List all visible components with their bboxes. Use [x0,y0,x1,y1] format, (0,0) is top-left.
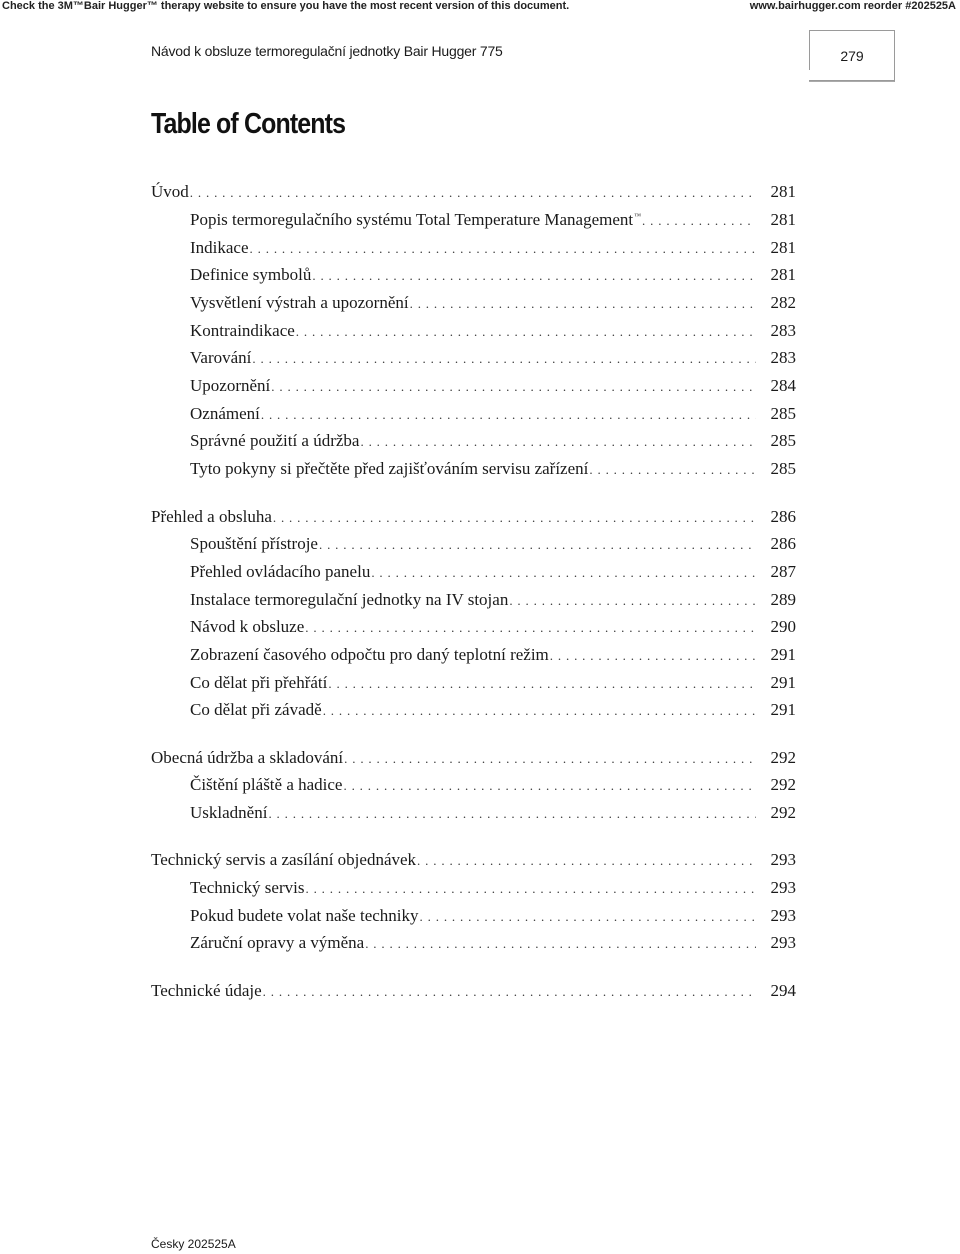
toc-entry-label: Čištění pláště a hadice [190,775,343,794]
dot-leader [252,351,756,367]
toc-entry-label: Kontraindikace [190,321,295,340]
toc-entry-page: 285 [770,431,796,450]
toc-entry[interactable] [190,878,796,902]
dot-leader [589,462,756,478]
document-header-title: Návod k obsluze termoregulační jednotky Bair Hugger 775 [151,43,503,59]
toc-entry[interactable] [190,775,796,799]
toc-entry-label: Tyto pokyny si přečtěte před zajišťováním servisu zařízení [190,459,589,478]
toc-entry[interactable] [190,348,796,372]
dot-leader [305,881,756,897]
dot-leader [420,909,756,925]
toc-entry[interactable] [190,906,796,930]
version-notice: Check the 3M™Bair Hugger™ therapy website to ensure you have the most recent version of this document. [2,0,570,12]
toc-entry-page: 291 [770,700,796,719]
dot-leader [550,648,756,664]
toc-entry-label: Zobrazení časového odpočtu pro daný teplotní režim [190,645,549,664]
toc-entry-label: Přehled ovládacího panelu [190,562,371,581]
toc-entry-page: 293 [770,933,796,952]
toc-entry-label: Správné použití a údržba [190,431,360,450]
toc-entry-label: Technické údaje [151,981,262,1000]
toc-entry-label: Indikace [190,238,249,257]
page-footer: Česky 202525A [151,1237,236,1251]
toc-heading: Table of Contents [151,108,346,140]
dot-leader [328,676,756,692]
toc-entry[interactable] [151,507,796,531]
toc-entry-page: 292 [770,748,796,767]
dot-leader [305,620,756,636]
toc-entry[interactable] [151,850,796,874]
toc-entry-label: Technický servis a zasílání objednávek [151,850,417,869]
toc-entry-page: 282 [770,293,796,312]
toc-entry-page: 281 [770,238,796,257]
toc-entry-label: Popis termoregulačního systému Total Temperature Management™ [190,210,642,229]
toc-entry[interactable] [190,645,796,669]
toc-entry[interactable] [190,562,796,586]
toc-entry-label: Instalace termoregulační jednotky na IV stojan [190,590,509,609]
dot-leader [509,593,756,609]
dot-leader [410,296,756,312]
toc-entry-label: Přehled a obsluha [151,507,272,526]
toc-entry[interactable] [190,321,796,345]
toc-entry[interactable] [190,293,796,317]
toc-entry[interactable] [190,210,796,234]
toc-entry[interactable] [190,617,796,641]
toc-entry-page: 281 [770,265,796,284]
reorder-info: www.bairhugger.com reorder #202525A [749,0,956,12]
toc-entry-label: Úvod [151,182,189,201]
toc-entry-page: 281 [770,182,796,201]
dot-leader [250,241,756,257]
toc-entry-label: Oznámení [190,404,260,423]
toc-entry-label: Uskladnění [190,803,268,822]
dot-leader [642,213,756,229]
toc-entry-label: Návod k obsluze [190,617,305,636]
toc-entry-label: Co dělat při závadě [190,700,322,719]
toc-entry-page: 289 [770,590,796,609]
toc-entry-page: 292 [770,775,796,794]
toc-entry-page: 293 [770,878,796,897]
toc-entry[interactable] [190,933,796,957]
dot-leader [263,984,756,1000]
dot-leader [273,510,756,526]
toc-entry-page: 291 [770,645,796,664]
top-notice-bar [0,0,960,14]
dot-leader [296,324,756,340]
toc-entry-page: 293 [770,850,796,869]
toc-entry[interactable] [190,265,796,289]
dot-leader [268,806,756,822]
toc-entry-page: 287 [770,562,796,581]
toc-entry-page: 284 [770,376,796,395]
dot-leader [344,751,756,767]
toc-entry[interactable] [190,431,796,455]
toc-entry-page: 283 [770,348,796,367]
dot-leader [271,379,756,395]
toc-entry[interactable] [190,673,796,697]
toc-entry[interactable] [190,459,796,483]
toc-entry[interactable] [190,238,796,262]
toc-entry-label: Vysvětlení výstrah a upozornění [190,293,409,312]
toc-entry-page: 294 [770,981,796,1000]
dot-leader [323,703,756,719]
toc-entry-label: Obecná údržba a skladování [151,748,344,767]
toc-entry-label: Pokud budete volat naše techniky [190,906,419,925]
toc-entry-label: Varování [190,348,252,367]
toc-entry-label: Upozornění [190,376,271,395]
toc-entry[interactable] [151,182,796,206]
page-number: 279 [840,48,864,64]
dot-leader [417,853,756,869]
dot-leader [319,537,756,553]
toc-entry-page: 283 [770,321,796,340]
dot-leader [343,778,756,794]
toc-entry[interactable] [190,700,796,724]
toc-entry[interactable] [151,981,796,1005]
toc-entry-page: 285 [770,459,796,478]
toc-entry[interactable] [190,534,796,558]
dot-leader [312,268,756,284]
toc-entry-label: Spouštění přístroje [190,534,318,553]
toc-entry-page: 281 [770,210,796,229]
toc-entry[interactable] [190,803,796,827]
trademark-symbol: ™ [634,212,642,221]
toc-entry-page: 293 [770,906,796,925]
dot-leader [371,565,756,581]
toc-entry-page: 286 [770,507,796,526]
dot-leader [190,185,756,201]
toc-entry[interactable] [190,376,796,400]
toc-entry-page: 285 [770,404,796,423]
toc-entry-page: 291 [770,673,796,692]
toc-entry-label: Technický servis [190,878,305,897]
toc-entry-page: 292 [770,803,796,822]
dot-leader [365,936,756,952]
toc-entry[interactable] [151,748,796,772]
toc-entry-label: Co dělat při přehřátí [190,673,328,692]
toc-entry[interactable] [190,590,796,614]
toc-entry-page: 290 [770,617,796,636]
dot-leader [261,407,756,423]
toc-entry-page: 286 [770,534,796,553]
toc-entry-label: Definice symbolů [190,265,312,284]
toc-entry[interactable] [190,404,796,428]
dot-leader [360,434,756,450]
toc-entry-label: Záruční opravy a výměna [190,933,365,952]
